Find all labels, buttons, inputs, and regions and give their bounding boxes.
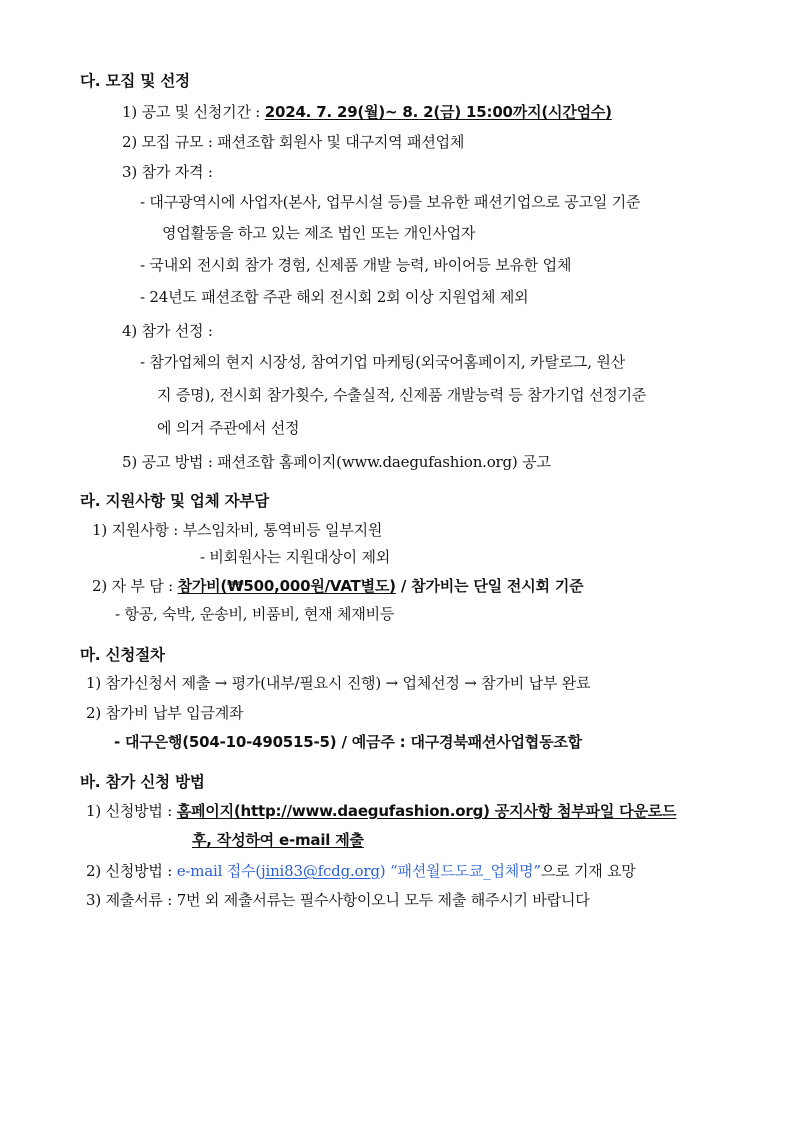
notice-method: 5) 공고 방법 : 패션조합 홈페이지(www.daegufashion.org) 공고 [122, 453, 551, 471]
qualification-item-1-cont: 영업활동을 하고 있는 제조 법인 또는 개인사업자 [162, 224, 476, 242]
email-subject-suffix: 으로 기재 요망 [540, 862, 636, 880]
application-period-value: 2024. 7. 29(월)~ 8. 2(금) 15:00까지(시간엄수) [264, 103, 612, 121]
application-method-1-label: 1) 신청방법 : [86, 802, 177, 820]
selection-title: 4) 참가 선정 : [122, 322, 213, 340]
qualification-title: 3) 참가 자격 : [122, 163, 213, 181]
submission-documents: 3) 제출서류 : 7번 외 제출서류는 필수사항이오니 모두 제출 해주시기 바랍니다 [86, 891, 590, 909]
application-period-label: 1) 공고 및 신청기간 : [122, 103, 265, 121]
homepage-download-instruction-cont: 후, 작성하여 e-mail 제출 [192, 831, 364, 849]
email-submission-label: e-mail 접수( [176, 862, 262, 880]
recruit-scale: 2) 모집 규모 : 패션조합 회원사 및 대구지역 패션업체 [122, 133, 465, 151]
section-heading-recruitment: 다. 모집 및 선정 [80, 72, 190, 90]
selection-criteria-cont-1: 지 증명), 전시회 참가횟수, 수출실적, 신제품 개발능력 등 참가기업 선정기준 [157, 386, 647, 404]
support-note: - 비회원사는 지원대상이 제외 [200, 548, 391, 566]
qualification-item-1: - 대구광역시에 사업자(본사, 업무시설 등)를 보유한 패션기업으로 공고일 기준 [140, 193, 641, 211]
support-items: 1) 지원사항 : 부스임차비, 통역비등 일부지원 [92, 521, 383, 539]
email-subject-format: “패션월드도쿄_업체명” [385, 862, 541, 880]
bank-account: - 대구은행(504-10-490515-5) / 예금주 : 대구경북패션사업협동조합 [114, 733, 582, 751]
email-close-paren: ) [379, 862, 386, 880]
qualification-item-2: - 국내외 전시회 참가 경험, 신제품 개발 능력, 바이어등 보유한 업체 [140, 256, 572, 274]
section-heading-application: 바. 참가 신청 방법 [80, 773, 205, 791]
procedure-step-2: 2) 참가비 납부 입금계좌 [86, 704, 244, 722]
qualification-item-3: - 24년도 패션조합 주관 해외 전시회 2회 이상 지원업체 제외 [140, 288, 529, 306]
application-method-2 [86, 860, 636, 882]
fee-basis: / 참가비는 단일 전시회 기준 [395, 577, 584, 595]
selection-criteria: - 참가업체의 현지 시장성, 참여기업 마케팅(외국어홈페이지, 카탈로그, 원산 [140, 353, 625, 371]
application-method-2-label: 2) 신청방법 : [86, 862, 177, 880]
selection-criteria-cont-2: 에 의거 주관에서 선정 [157, 419, 300, 437]
self-burden-note: - 항공, 숙박, 운송비, 비품비, 현재 체재비등 [115, 605, 395, 623]
participation-fee: 참가비(₩500,000원/VAT별도) [177, 577, 396, 595]
procedure-step-1: 1) 참가신청서 제출 → 평가(내부/필요시 진행) → 업체선정 → 참가비 납부 완료 [86, 674, 591, 692]
application-period [122, 101, 612, 123]
section-heading-support: 라. 지원사항 및 업체 자부담 [80, 492, 269, 510]
self-burden-label: 2) 자 부 담 : [92, 577, 178, 595]
application-method-1 [86, 800, 676, 822]
section-heading-procedure: 마. 신청절차 [80, 646, 165, 664]
self-burden [92, 575, 583, 597]
email-link[interactable]: jini83@fcdg.org [261, 862, 380, 880]
homepage-download-instruction[interactable]: 홈페이지(http://www.daegufashion.org) 공지사항 첨부파일 다운로드 [176, 802, 677, 820]
